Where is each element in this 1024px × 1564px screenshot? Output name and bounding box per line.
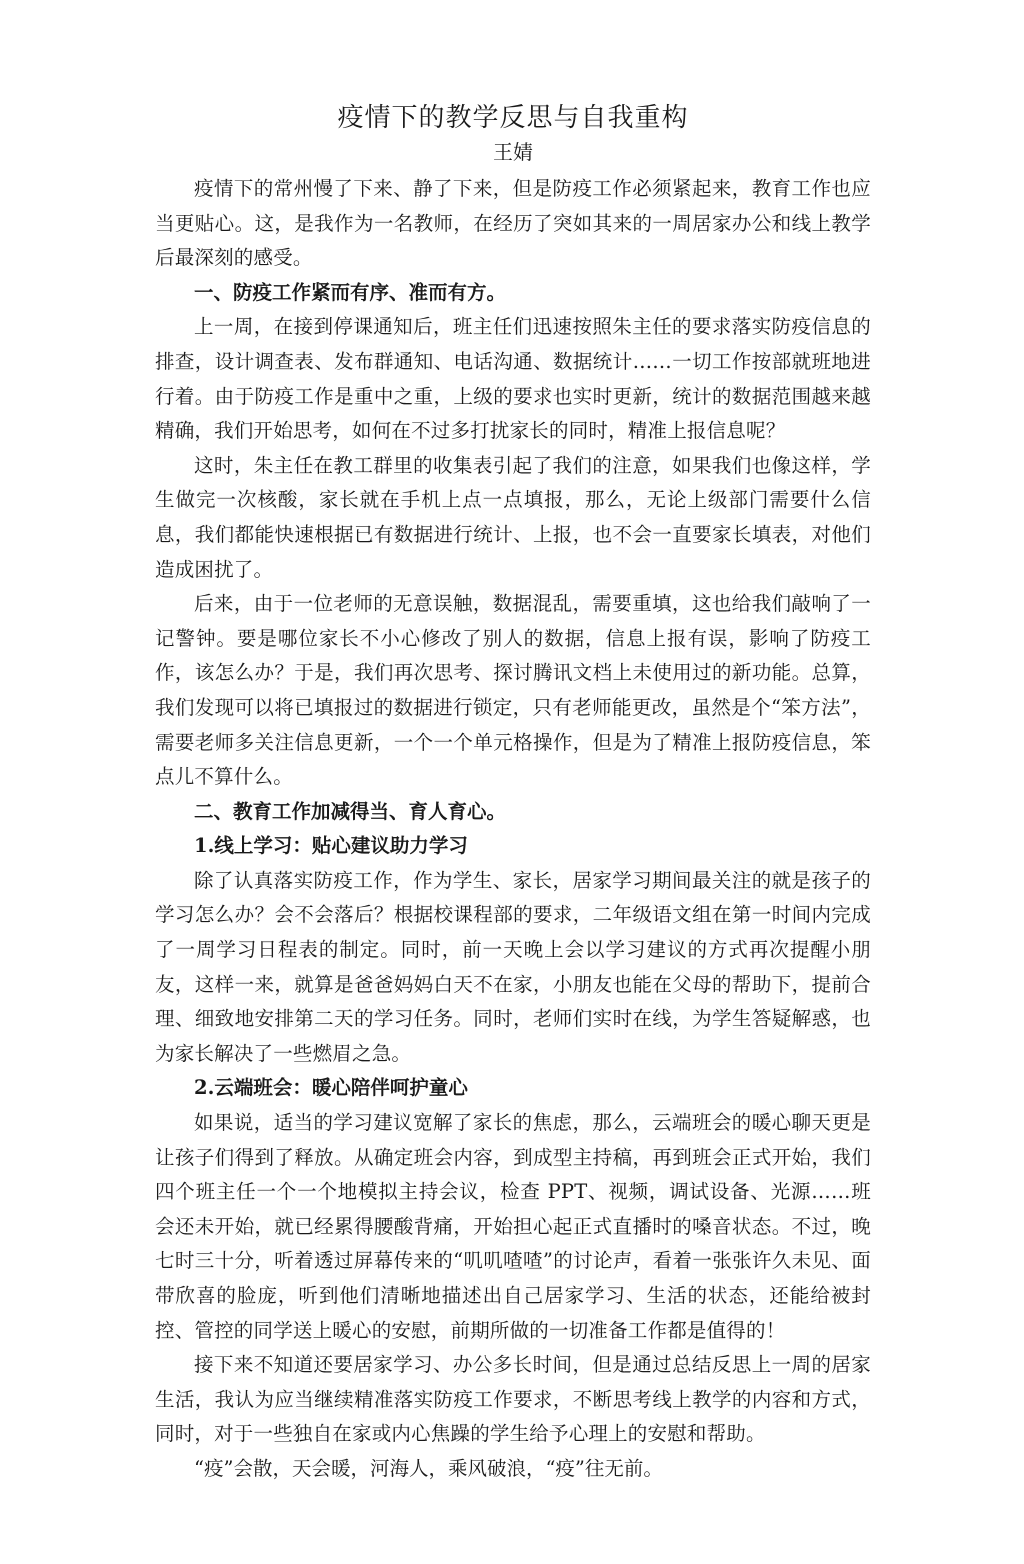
section-heading-2: 二、教育工作加减得当、育人育心。 (194, 799, 507, 823)
subsection-heading-1: 1.线上学习：贴心建议助力学习 (194, 834, 468, 858)
subsection-heading-2: 2.云端班会：暖心陪伴呵护童心 (194, 1076, 468, 1100)
intro-paragraph: 疫情下的常州慢了下来、静了下来，但是防疫工作必须紧起来，教育工作也应当更贴心。这，是我作为一名教师，在经历了突如其来的一周居家办公和线上教学后最深刻的感受。 (155, 177, 871, 270)
section1-paragraph-1: 上一周，在接到停课通知后，班主任们迅速按照朱主任的要求落实防疫信息的排查，设计调查表、发布群通知、电话沟通、数据统计……一切工作按部就班地进行着。由于防疫工作是重中之重，上级的要求也实时更新，统计的数据范围越来越精确，我们开始思考，如何在不过多打扰家长的同时，精准上报信息呢？ (155, 315, 871, 443)
article-title: 疫情下的教学反思与自我重构 (337, 103, 689, 133)
closing-line: “疫”会散，天会暖，河海人，乘风破浪，“疫”往无前。 (194, 1456, 663, 1480)
section1-paragraph-2: 这时，朱主任在教工群里的收集表引起了我们的注意，如果我们也像这样，学生做完一次核酸，家长就在手机上点一点填报，那么，无论上级部门需要什么信息，我们都能快速根据已有数据进行统计、上报，也不会一直要家长填表，对他们造成困扰了。 (155, 453, 871, 581)
subsection1-paragraph: 除了认真落实防疫工作，作为学生、家长，居家学习期间最关注的就是孩子的学习怎么办？会不会落后？根据校课程部的要求，二年级语文组在第一时间内完成了一周学习日程表的制定。同时，前一天晚上会以学习建议的方式再次提醒小朋友，这样一来，就算是爸爸妈妈白天不在家，小朋友也能在父母的帮助下，提前合理、细致地安排第二天的学习任务。同时，老师们实时在线，为学生答疑解惑，也为家长解决了一些燃眉之急。 (155, 868, 871, 1065)
subsection2-paragraph: 如果说，适当的学习建议宽解了家长的焦虑，那么，云端班会的暖心聊天更是让孩子们得到了释放。从确定班会内容，到成型主持稿，再到班会正式开始，我们四个班主任一个一个地模拟主持会议，检查 PPT、视频，调试设备、光源……班会还未开始，就已经累得腰酸背痛，开始担心起正式直播时的嗓音状态。不过，晚七时三十分，听着透过屏幕传来的“叽叽喳喳”的讨论声，看着一张张许久未见、面带欣喜的脸庞，听到他们清晰地描述出自己居家学习、生活的状态，还能给被封控、管控的同学送上暖心的安慰，前期所做的一切准备工作都是值得的！ (155, 1111, 871, 1342)
article-author: 王婧 (493, 140, 533, 164)
conclusion-paragraph: 接下来不知道还要居家学习、办公多长时间，但是通过总结反思上一周的居家生活，我认为应当继续精准落实防疫工作要求，不断思考线上教学的内容和方式，同时，对于一些独自在家或内心焦躁的学生给予心理上的安慰和帮助。 (155, 1353, 871, 1446)
article (155, 100, 871, 1487)
section1-paragraph-3: 后来，由于一位老师的无意误触，数据混乱，需要重填，这也给我们敲响了一记警钟。要是哪位家长不小心修改了别人的数据，信息上报有误，影响了防疫工作，该怎么办？于是，我们再次思考、探讨腾讯文档上未使用过的新功能。总算，我们发现可以将已填报过的数据进行锁定，只有老师能更改，虽然是个“笨方法”，需要老师多关注信息更新，一个一个单元格操作，但是为了精准上报防疫信息，笨点儿不算什么。 (155, 592, 871, 789)
section-heading-1: 一、防疫工作紧而有序、准而有方。 (194, 280, 507, 304)
